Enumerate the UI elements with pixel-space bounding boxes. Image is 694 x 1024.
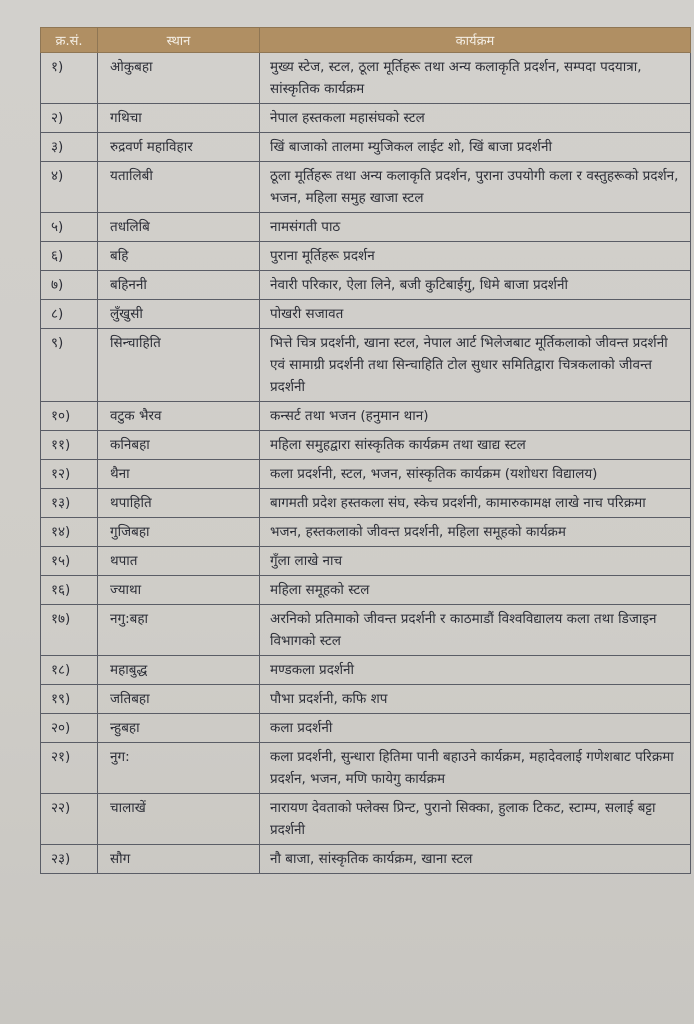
place-cell: सौग	[98, 845, 260, 874]
program-cell: महिला समूहको स्टल	[260, 576, 691, 605]
serial-number-cell: ४)	[41, 162, 98, 213]
serial-number-cell: २०)	[41, 714, 98, 743]
program-cell: कन्सर्ट तथा भजन (हनुमान थान)	[260, 402, 691, 431]
serial-number-cell: १६)	[41, 576, 98, 605]
program-cell: बागमती प्रदेश हस्तकला संघ, स्केच प्रदर्शनी, कामारुकामक्ष लाखे नाच परिक्रमा	[260, 489, 691, 518]
table-row	[41, 576, 691, 605]
table-row	[41, 794, 691, 845]
table-row	[41, 605, 691, 656]
serial-number-cell: ७)	[41, 271, 98, 300]
serial-number-cell: ३)	[41, 133, 98, 162]
table-header-row	[41, 28, 691, 53]
place-cell: जतिबहा	[98, 685, 260, 714]
place-cell: रुद्रवर्ण महाविहार	[98, 133, 260, 162]
program-cell: कला प्रदर्शनी, सुन्धारा हितिमा पानी बहाउने कार्यक्रम, महादेवलाई गणेशबाट परिक्रमा प्रदर्शन, भजन, मणि फायेगु कार्यक्रम	[260, 743, 691, 794]
place-cell: नुग:	[98, 743, 260, 794]
program-cell: नौ बाजा, सांस्कृतिक कार्यक्रम, खाना स्टल	[260, 845, 691, 874]
serial-number-cell: ११)	[41, 431, 98, 460]
table-row	[41, 271, 691, 300]
place-cell: लुँखुसी	[98, 300, 260, 329]
table-row	[41, 213, 691, 242]
place-cell: थैना	[98, 460, 260, 489]
place-cell: नगु:बहा	[98, 605, 260, 656]
place-cell: गुजिबहा	[98, 518, 260, 547]
program-cell: खिं बाजाको तालमा म्युजिकल लाईट शो, खिं बाजा प्रदर्शनी	[260, 133, 691, 162]
table-row	[41, 518, 691, 547]
place-cell: बहि	[98, 242, 260, 271]
serial-number-cell: १३)	[41, 489, 98, 518]
serial-number-cell: २)	[41, 104, 98, 133]
program-cell: नेवारी परिकार, ऐला लिने, बजी कुटिबाईगु, धिमे बाजा प्रदर्शनी	[260, 271, 691, 300]
table-row	[41, 460, 691, 489]
program-cell: नामसंगती पाठ	[260, 213, 691, 242]
program-cell: मुख्य स्टेज, स्टल, ठूला मूर्तिहरू तथा अन्य कलाकृति प्रदर्शन, सम्पदा पदयात्रा, सांस्कृतिक कार्यक्रम	[260, 53, 691, 104]
place-cell: बहिननी	[98, 271, 260, 300]
serial-number-cell: २२)	[41, 794, 98, 845]
program-cell: भजन, हस्तकलाको जीवन्त प्रदर्शनी, महिला समूहको कार्यक्रम	[260, 518, 691, 547]
program-cell: नारायण देवताको फ्लेक्स प्रिन्ट, पुरानो सिक्का, हुलाक टिकट, स्टाम्प, सलाई बट्टा प्रदर्शनी	[260, 794, 691, 845]
place-cell: सिन्चाहिति	[98, 329, 260, 402]
table-row	[41, 242, 691, 271]
table-row	[41, 402, 691, 431]
place-cell: न्हुबहा	[98, 714, 260, 743]
program-cell: अरनिको प्रतिमाको जीवन्त प्रदर्शनी र काठमाडौं विश्वविद्यालय कला तथा डिजाइन विभागको स्टल	[260, 605, 691, 656]
serial-number-cell: १७)	[41, 605, 98, 656]
place-cell: गथिचा	[98, 104, 260, 133]
program-cell: नेपाल हस्तकला महासंघको स्टल	[260, 104, 691, 133]
program-cell: मण्डकला प्रदर्शनी	[260, 656, 691, 685]
place-cell: चालाखें	[98, 794, 260, 845]
serial-number-cell: १९)	[41, 685, 98, 714]
program-cell: गुँला लाखे नाच	[260, 547, 691, 576]
table-row	[41, 53, 691, 104]
serial-number-cell: १५)	[41, 547, 98, 576]
table-row	[41, 685, 691, 714]
program-cell: भित्ते चित्र प्रदर्शनी, खाना स्टल, नेपाल आर्ट भिलेजबाट मूर्तिकलाको जीवन्त प्रदर्शनी एवं सामाग्री प्रदर्शनी तथा सिन्चाहिति टोल सुधार समितिद्वारा चित्रकलाको जीवन्त प्रदर्शनी	[260, 329, 691, 402]
table-row	[41, 656, 691, 685]
program-cell: पौभा प्रदर्शनी, कफि शप	[260, 685, 691, 714]
program-cell: महिला समुहद्वारा सांस्कृतिक कार्यक्रम तथा खाद्य स्टल	[260, 431, 691, 460]
place-cell: कनिबहा	[98, 431, 260, 460]
table-row	[41, 431, 691, 460]
serial-number-cell: ९)	[41, 329, 98, 402]
header-serial-number: क्र.सं.	[41, 28, 98, 53]
serial-number-cell: १२)	[41, 460, 98, 489]
place-cell: तधलिबि	[98, 213, 260, 242]
table-row	[41, 300, 691, 329]
program-cell: पोखरी सजावत	[260, 300, 691, 329]
table-row	[41, 743, 691, 794]
table-row	[41, 714, 691, 743]
serial-number-cell: १०)	[41, 402, 98, 431]
table-row	[41, 133, 691, 162]
table-row	[41, 547, 691, 576]
serial-number-cell: ६)	[41, 242, 98, 271]
serial-number-cell: १४)	[41, 518, 98, 547]
table-row	[41, 845, 691, 874]
serial-number-cell: ५)	[41, 213, 98, 242]
place-cell: यतालिबी	[98, 162, 260, 213]
program-cell: ठूला मूर्तिहरू तथा अन्य कलाकृति प्रदर्शन, पुराना उपयोगी कला र वस्तुहरूको प्रदर्शन, भजन, महिला समुह खाजा स्टल	[260, 162, 691, 213]
header-place: स्थान	[98, 28, 260, 53]
table-row	[41, 489, 691, 518]
place-cell: ज्याथा	[98, 576, 260, 605]
serial-number-cell: १८)	[41, 656, 98, 685]
place-cell: महाबुद्ध	[98, 656, 260, 685]
serial-number-cell: ८)	[41, 300, 98, 329]
serial-number-cell: १)	[41, 53, 98, 104]
header-program: कार्यक्रम	[260, 28, 691, 53]
serial-number-cell: २३)	[41, 845, 98, 874]
program-cell: कला प्रदर्शनी	[260, 714, 691, 743]
place-cell: थपाहिति	[98, 489, 260, 518]
place-cell: वटुक भैरव	[98, 402, 260, 431]
table-row	[41, 104, 691, 133]
program-cell: कला प्रदर्शनी, स्टल, भजन, सांस्कृतिक कार्यक्रम (यशोधरा विद्यालय)	[260, 460, 691, 489]
event-schedule-table	[40, 27, 691, 874]
table-row	[41, 329, 691, 402]
place-cell: ओकुबहा	[98, 53, 260, 104]
place-cell: थपात	[98, 547, 260, 576]
table-row	[41, 162, 691, 213]
serial-number-cell: २१)	[41, 743, 98, 794]
program-cell: पुराना मूर्तिहरू प्रदर्शन	[260, 242, 691, 271]
